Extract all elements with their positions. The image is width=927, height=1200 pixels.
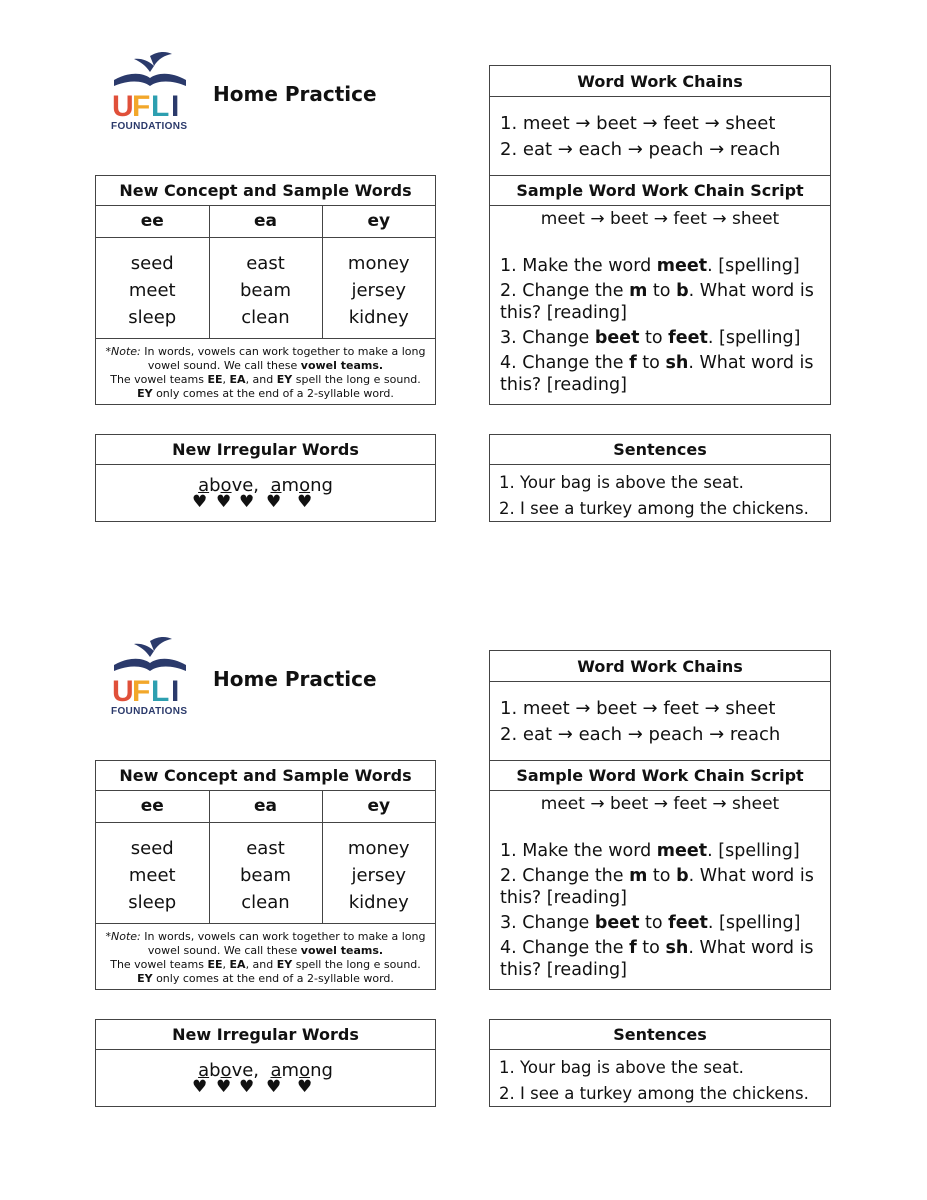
irregular-words — [96, 465, 435, 496]
note-emphasis: EA — [229, 957, 246, 971]
step-text: 4. Change the — [500, 938, 630, 958]
heart-icon: ♥ — [239, 1077, 255, 1097]
step-emphasis: sh — [665, 353, 689, 373]
step-emphasis: b — [676, 866, 689, 886]
step-text: . What word is this? [reading] — [500, 281, 814, 323]
word-part: ng — [310, 1060, 333, 1081]
concept-table — [96, 791, 435, 924]
heart-icon: ♥ — [266, 1077, 282, 1097]
heart-icon: ♥ — [216, 1077, 232, 1097]
step-text: 1. Make the word — [500, 841, 657, 861]
word: east — [246, 252, 285, 274]
script-steps — [490, 825, 830, 981]
chain-script-box — [489, 760, 831, 990]
chains-heading: Word Work Chains — [490, 66, 830, 97]
irregular-heading: New Irregular Words — [96, 435, 435, 465]
word: clean — [241, 306, 290, 328]
step-emphasis: feet — [668, 328, 708, 348]
ea-word-list — [209, 237, 322, 338]
home-practice-card-bottom — [0, 585, 927, 1170]
chain-item: 1. meet → beet → feet → sheet — [500, 698, 776, 719]
script-step — [500, 937, 820, 981]
word: money — [347, 252, 410, 274]
word: money — [347, 837, 410, 859]
word-part: m — [281, 475, 300, 496]
step-text: . [spelling] — [707, 841, 800, 861]
word: meet — [128, 279, 176, 301]
step-text: . What word is this? [reading] — [500, 866, 814, 908]
word-part: m — [281, 1060, 300, 1081]
heart-markers — [96, 1077, 435, 1097]
irregular-words-box — [95, 1019, 436, 1107]
note-emphasis: EE — [207, 957, 223, 971]
word: sleep — [128, 306, 177, 328]
note-text: only comes at the end of a 2-syllable word. — [156, 386, 394, 400]
step-emphasis: f — [629, 353, 637, 373]
note-text: In words, vowels can work together to make a long vowel sound. We call these — [144, 929, 426, 957]
svg-text:F: F — [132, 90, 151, 123]
note-emphasis: EY — [276, 957, 293, 971]
note-text: , and — [245, 957, 274, 971]
new-concept-box — [95, 175, 436, 405]
word-part: ve — [231, 475, 254, 496]
word-part: a — [198, 1060, 210, 1081]
word-part: ve — [231, 1060, 254, 1081]
word-part: o — [220, 475, 232, 496]
page-title: Home Practice — [213, 82, 377, 106]
note-text: The vowel teams — [110, 957, 204, 971]
column-header-ey: ey — [322, 791, 435, 822]
step-text: . What word is this? [reading] — [500, 938, 814, 980]
note-text: only comes at the end of a 2-syllable word. — [156, 971, 394, 985]
concept-heading: New Concept and Sample Words — [96, 761, 435, 791]
note-label: *Note: — [105, 929, 141, 943]
note-text: , and — [245, 372, 274, 386]
heart-icon: ♥ — [266, 492, 282, 512]
script-sequence: meet → beet → feet → sheet — [540, 209, 780, 229]
column-header-ea: ea — [209, 791, 322, 822]
sentence-item: 1. Your bag is above the seat. — [499, 473, 744, 492]
script-step — [500, 840, 820, 862]
step-text: 2. Change the — [500, 281, 630, 301]
word: beam — [239, 279, 292, 301]
step-text: 2. Change the — [500, 866, 630, 886]
sentence-item: 2. I see a turkey among the chickens. — [499, 1084, 809, 1103]
svg-text:L: L — [151, 90, 170, 123]
step-emphasis: feet — [668, 913, 708, 933]
note-emphasis: EA — [229, 372, 246, 386]
step-emphasis: f — [629, 938, 637, 958]
irregular-heading: New Irregular Words — [96, 1020, 435, 1050]
step-emphasis: m — [629, 866, 648, 886]
script-step — [500, 352, 820, 396]
svg-text:FOUNDATIONS: FOUNDATIONS — [111, 706, 187, 717]
column-header-ee: ee — [96, 791, 209, 822]
note-text: , — [222, 372, 227, 386]
svg-text:U: U — [112, 90, 134, 123]
word: kidney — [348, 306, 409, 328]
chain-item: 2. eat → each → peach → reach — [500, 724, 781, 745]
word: sleep — [128, 891, 177, 913]
concept-heading: New Concept and Sample Words — [96, 176, 435, 206]
step-emphasis: b — [676, 281, 689, 301]
concept-table — [96, 206, 435, 339]
heart-icon: ♥ — [192, 1077, 208, 1097]
step-emphasis: meet — [656, 256, 708, 276]
script-step — [500, 327, 820, 349]
word-part: o — [299, 475, 311, 496]
word: meet — [128, 864, 176, 886]
irregular-words — [96, 1050, 435, 1081]
script-heading: Sample Word Work Chain Script — [490, 761, 830, 791]
irregular-words-box — [95, 434, 436, 522]
ee-word-list — [96, 822, 209, 923]
word: clean — [241, 891, 290, 913]
chains-list — [490, 97, 830, 163]
home-practice-card-top — [0, 0, 927, 585]
sentence-item: 2. I see a turkey among the chickens. — [499, 499, 809, 518]
word-part: a — [270, 1060, 282, 1081]
step-text: to — [636, 938, 666, 958]
word-part: ng — [310, 475, 333, 496]
sentences-heading: Sentences — [490, 435, 830, 465]
word: east — [246, 837, 285, 859]
word: seed — [130, 837, 174, 859]
note-emphasis: EY — [137, 386, 153, 400]
note-emphasis: EE — [207, 372, 223, 386]
sentence-item: 1. Your bag is above the seat. — [499, 1058, 744, 1077]
word: kidney — [348, 891, 409, 913]
note-text: The vowel teams — [110, 372, 204, 386]
step-text: 4. Change the — [500, 353, 630, 373]
word: beam — [239, 864, 292, 886]
step-text: to — [647, 866, 677, 886]
note-emphasis: vowel teams. — [300, 943, 384, 957]
new-concept-box — [95, 760, 436, 990]
step-text: to — [639, 913, 669, 933]
ey-word-list — [322, 822, 435, 923]
script-sequence: meet → beet → feet → sheet — [540, 794, 780, 814]
step-text: . [spelling] — [707, 328, 801, 348]
step-text: 3. Change — [500, 913, 595, 933]
heart-icon: ♥ — [192, 492, 208, 512]
ufli-logo — [110, 635, 190, 717]
ey-word-list — [322, 237, 435, 338]
heart-icon: ♥ — [216, 492, 232, 512]
sentences-list — [490, 465, 830, 522]
svg-text:I: I — [171, 675, 180, 708]
note-text: , — [222, 957, 227, 971]
step-text: to — [639, 328, 669, 348]
step-emphasis: beet — [594, 328, 640, 348]
step-emphasis: beet — [594, 913, 640, 933]
svg-text:I: I — [171, 90, 180, 123]
note-emphasis: EY — [137, 971, 153, 985]
script-step — [500, 255, 820, 277]
script-steps — [490, 240, 830, 396]
word-part: b — [209, 475, 221, 496]
note-emphasis: vowel teams. — [300, 358, 384, 372]
word: jersey — [351, 864, 407, 886]
note-emphasis: EY — [276, 372, 293, 386]
step-text: 3. Change — [500, 328, 595, 348]
step-text: 1. Make the word — [500, 256, 657, 276]
step-emphasis: sh — [665, 938, 689, 958]
word-part: o — [299, 1060, 311, 1081]
heart-markers — [96, 492, 435, 512]
heart-icon: ♥ — [239, 492, 255, 512]
word-part: o — [220, 1060, 232, 1081]
word: jersey — [351, 279, 407, 301]
note-label: *Note: — [105, 344, 141, 358]
step-text: . What word is this? [reading] — [500, 353, 814, 395]
svg-text:L: L — [151, 675, 170, 708]
word-part: a — [198, 475, 210, 496]
chains-heading: Word Work Chains — [490, 651, 830, 682]
svg-text:FOUNDATIONS: FOUNDATIONS — [111, 121, 187, 132]
step-text: to — [636, 353, 666, 373]
ufli-logo — [110, 50, 190, 132]
step-text: to — [647, 281, 677, 301]
step-text: . [spelling] — [707, 256, 800, 276]
chain-item: 1. meet → beet → feet → sheet — [500, 113, 776, 134]
heart-icon: ♥ — [297, 1077, 313, 1097]
step-emphasis: m — [629, 281, 648, 301]
word-part: , — [253, 1060, 260, 1081]
word-work-chains-box — [489, 65, 831, 176]
script-heading: Sample Word Work Chain Script — [490, 176, 830, 206]
chains-list — [490, 682, 830, 748]
chain-script-box — [489, 175, 831, 405]
sentences-box — [489, 1019, 831, 1107]
page-title: Home Practice — [213, 667, 377, 691]
sentences-list — [490, 1050, 830, 1107]
word-part: , — [253, 475, 260, 496]
column-header-ea: ea — [209, 206, 322, 237]
step-text: . [spelling] — [707, 913, 801, 933]
word-part: b — [209, 1060, 221, 1081]
word-work-chains-box — [489, 650, 831, 761]
ea-word-list — [209, 822, 322, 923]
word-part: a — [270, 475, 282, 496]
script-step — [500, 280, 820, 324]
note-text: In words, vowels can work together to make a long vowel sound. We call these — [144, 344, 426, 372]
ee-word-list — [96, 237, 209, 338]
sentences-box — [489, 434, 831, 522]
concept-note — [96, 924, 435, 986]
column-header-ey: ey — [322, 206, 435, 237]
svg-text:U: U — [112, 675, 134, 708]
script-step — [500, 865, 820, 909]
svg-text:F: F — [132, 675, 151, 708]
step-emphasis: meet — [656, 841, 708, 861]
column-header-ee: ee — [96, 206, 209, 237]
sentences-heading: Sentences — [490, 1020, 830, 1050]
concept-note — [96, 339, 435, 401]
script-step — [500, 912, 820, 934]
word: seed — [130, 252, 174, 274]
note-text: spell the long e sound. — [295, 372, 421, 386]
note-text: spell the long e sound. — [295, 957, 421, 971]
chain-item: 2. eat → each → peach → reach — [500, 139, 781, 160]
heart-icon: ♥ — [297, 492, 313, 512]
